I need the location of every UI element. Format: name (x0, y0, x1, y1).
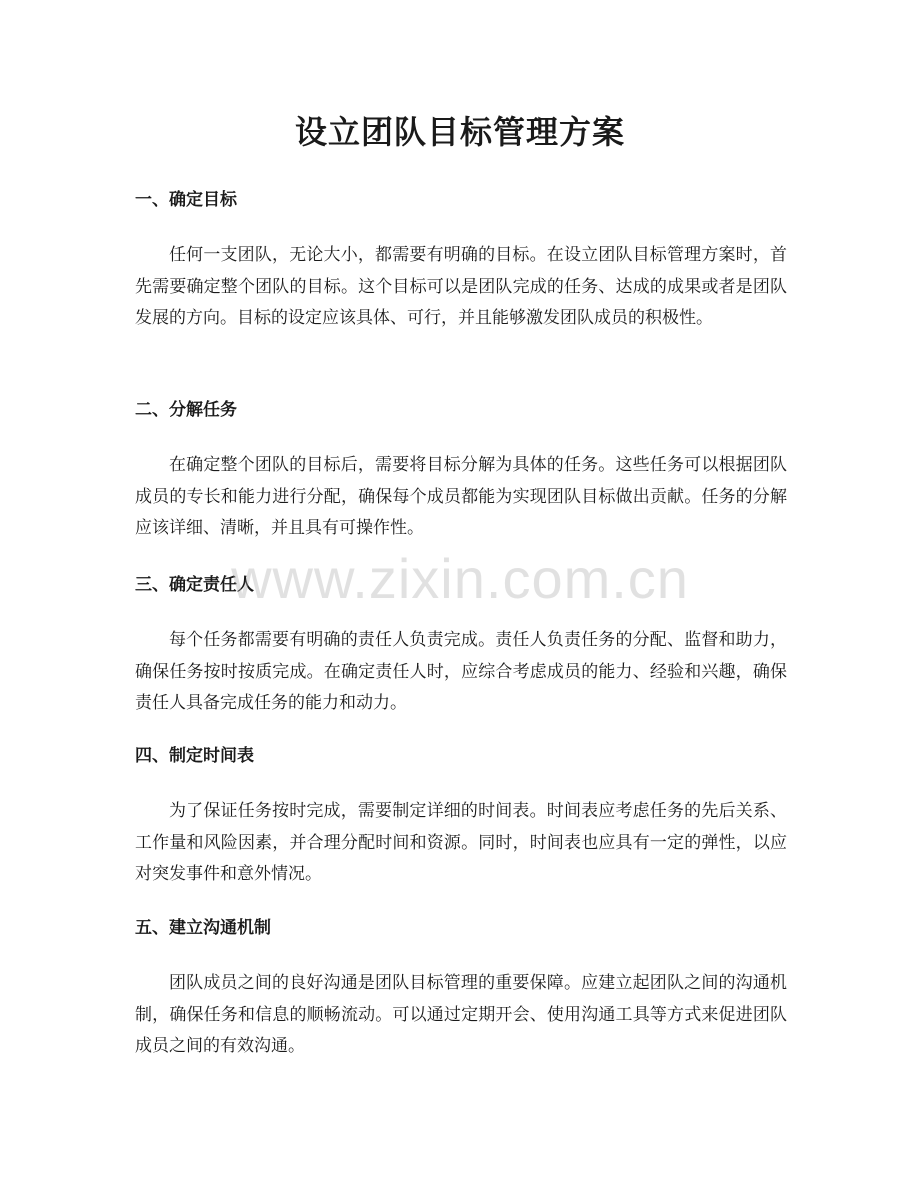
section-heading: 四、制定时间表 (135, 746, 254, 766)
section-determine-goal (135, 187, 787, 335)
section-heading: 一、确定目标 (135, 190, 237, 210)
section-heading: 五、建立沟通机制 (135, 918, 271, 938)
section-paragraph: 为了保证任务按时完成，需要制定详细的时间表。时间表应考虑任务的先后关系、工作量和风险因素，并合理分配时间和资源。同时，时间表也应具有一定的弹性，以应对突发事件和意外情况。 (135, 801, 787, 884)
section-heading: 二、分解任务 (135, 400, 237, 420)
section-communication (135, 915, 787, 1063)
section-paragraph: 团队成员之间的良好沟通是团队目标管理的重要保障。应建立起团队之间的沟通机制，确保任务和信息的顺畅流动。可以通过定期开会、使用沟通工具等方式来促进团队成员之间的有效沟通。 (135, 973, 787, 1056)
watermark: www.zixin.com.cn (231, 547, 689, 610)
section-heading: 三、确定责任人 (135, 575, 254, 595)
section-make-schedule (135, 743, 787, 891)
section-paragraph: 每个任务都需要有明确的责任人负责完成。责任人负责任务的分配、监督和助力，确保任务按时按质完成。在确定责任人时，应综合考虑成员的能力、经验和兴趣，确保责任人具备完成任务的能力和动力。 (135, 630, 787, 713)
document-title: 设立团队目标管理方案 (294, 113, 625, 151)
section-assign-owner (135, 572, 787, 720)
section-paragraph: 任何一支团队，无论大小，都需要有明确的目标。在设立团队目标管理方案时，首先需要确定整个团队的目标。这个目标可以是团队完成的任务、达成的成果或者是团队发展的方向。目标的设定应该具体、可行，并且能够激发团队成员的积极性。 (135, 245, 787, 328)
section-paragraph: 在确定整个团队的目标后，需要将目标分解为具体的任务。这些任务可以根据团队成员的专长和能力进行分配，确保每个成员都能为实现团队目标做出贡献。任务的分解应该详细、清晰，并且具有可操作性。 (135, 455, 787, 538)
section-decompose-tasks (135, 397, 787, 545)
